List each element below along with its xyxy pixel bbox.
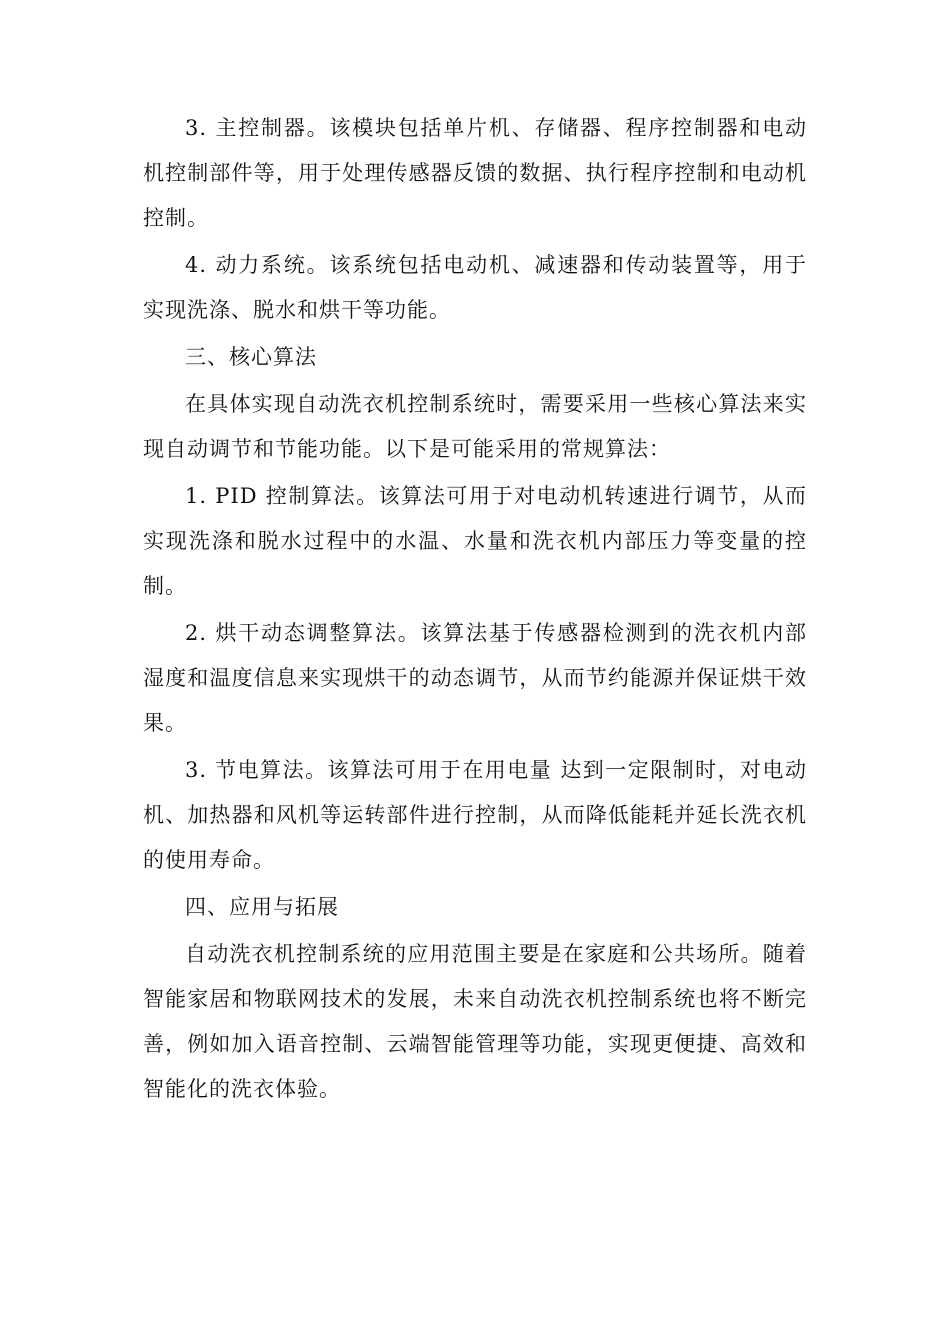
- section-heading-core-algorithms: 三、核心算法: [185, 345, 317, 369]
- section-heading-application: 四、应用与拓展: [185, 895, 339, 919]
- paragraph-pid-control: 1. PID 控制算法。该算法可用于对电动机转速进行调节，从而实现洗涤和脱水过程中的水温、水量和洗衣机内部压力等变量的控制。: [143, 484, 807, 598]
- paragraph-algorithms-intro: 在具体实现自动洗衣机控制系统时，需要采用一些核心算法来实现自动调节和节能功能。以下是可能采用的常规算法：: [143, 392, 807, 461]
- paragraph-power-system: 4. 动力系统。该系统包括电动机、减速器和传动装置等，用于实现洗涤、脱水和烘干等功能。: [143, 253, 807, 322]
- paragraph-drying-adjustment: 2. 烘干动态调整算法。该算法基于传感器检测到的洗衣机内部湿度和温度信息来实现烘干的动态调节，从而节约能源并保证烘干效果。: [143, 621, 807, 735]
- paragraph-power-saving: 3. 节电算法。该算法可用于在用电量 达到一定限制时，对电动机、加热器和风机等运转部件进行控制，从而降低能耗并延长洗衣机的使用寿命。: [143, 758, 807, 872]
- document-body: [143, 106, 807, 1112]
- paragraph-application-scope: 自动洗衣机控制系统的应用范围主要是在家庭和公共场所。随着智能家居和物联网技术的发展，未来自动洗衣机控制系统也将不断完善，例如加入语音控制、云端智能管理等功能，实现更便捷、高效和智能化的洗衣体验。: [143, 942, 807, 1101]
- paragraph-main-controller: 3. 主控制器。该模块包括单片机、存储器、程序控制器和电动机控制部件等，用于处理传感器反馈的数据、执行程序控制和电动机控制。: [143, 116, 807, 230]
